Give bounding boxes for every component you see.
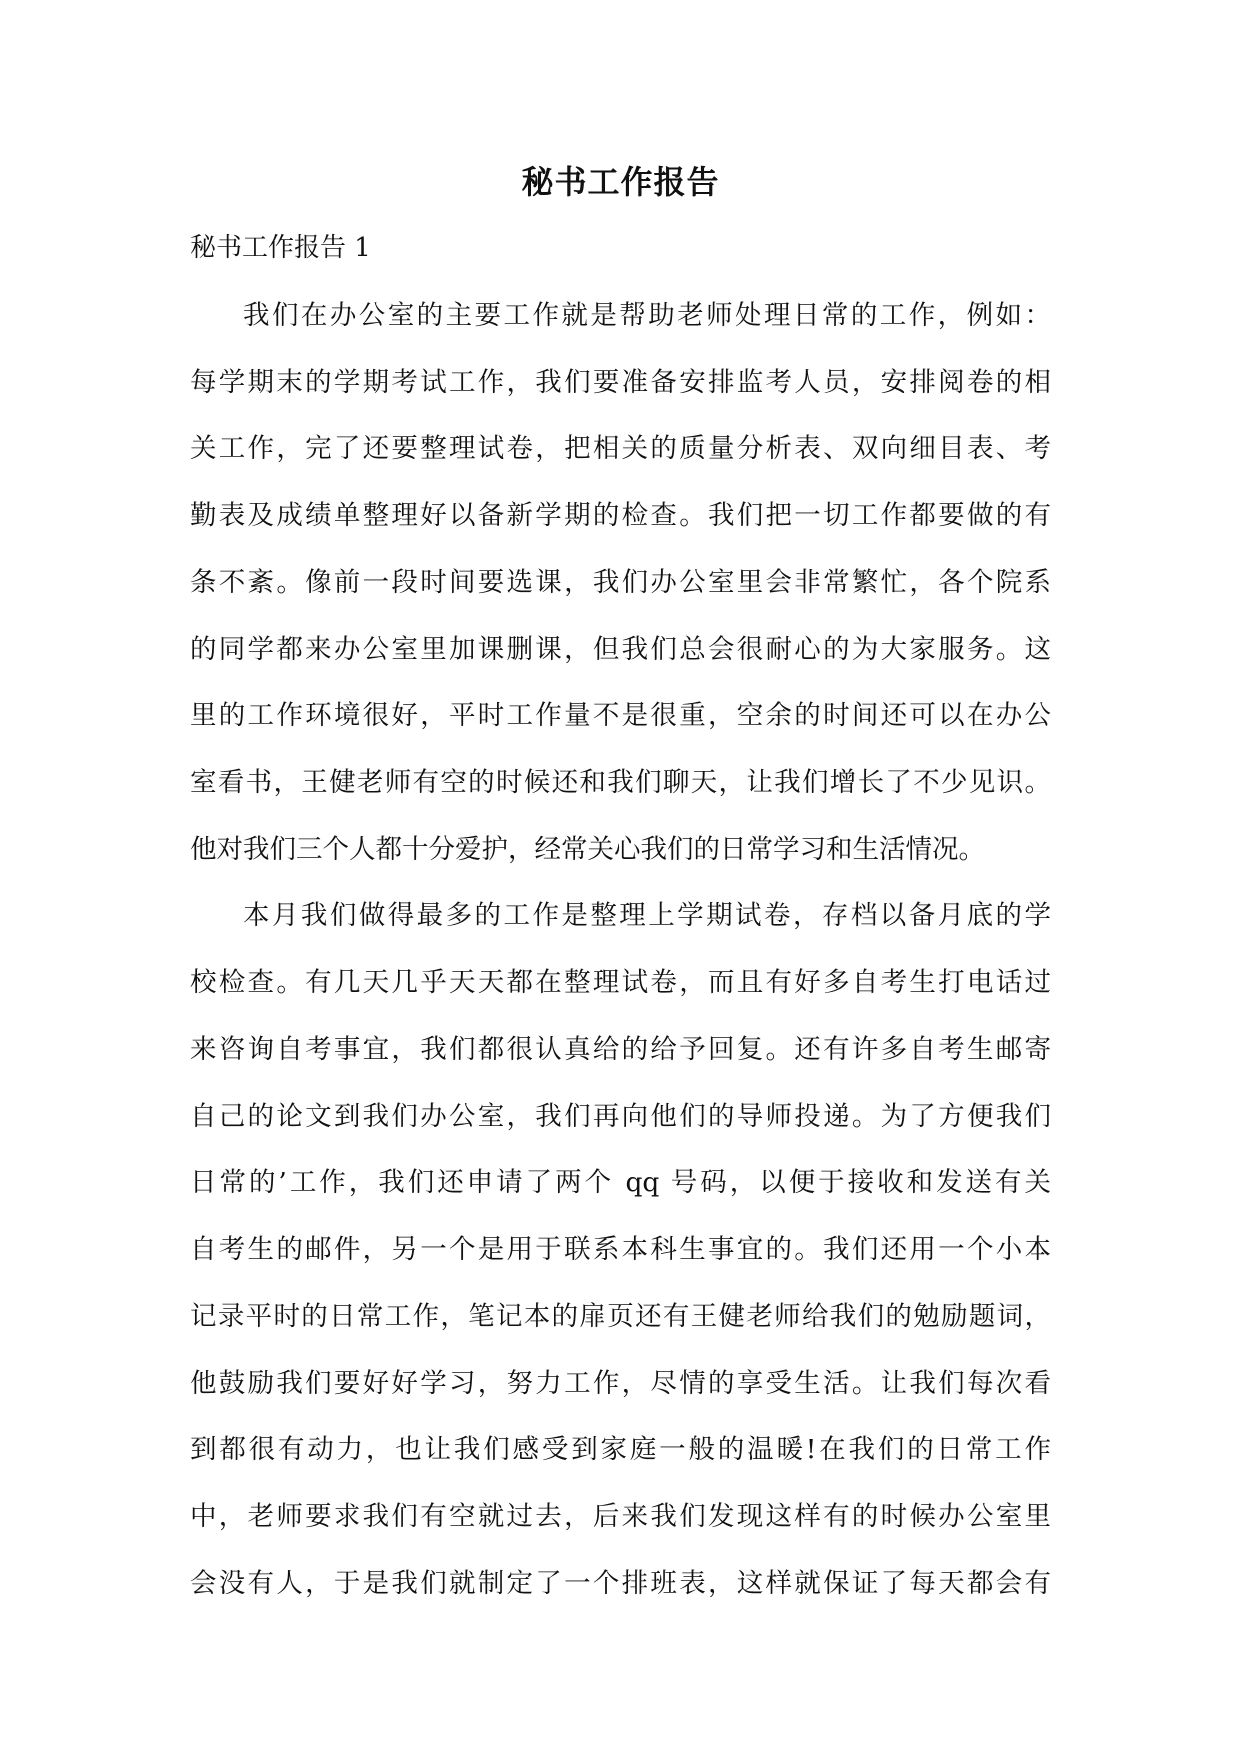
paragraph-1-line: 室看书，王健老师有空的时候还和我们聊天，让我们增长了不少见识。 bbox=[190, 767, 1051, 798]
paragraph-2-line: 校检查。有几天几乎天天都在整理试卷，而且有好多自考生打电话过 bbox=[190, 967, 1051, 998]
paragraph-1-line: 里的工作环境很好，平时工作量不是很重，空余的时间还可以在办公 bbox=[190, 700, 1051, 731]
paragraph-1-line: 每学期末的学期考试工作，我们要准备安排监考人员，安排阅卷的相 bbox=[190, 367, 1051, 398]
paragraph-2-line: 中，老师要求我们有空就过去，后来我们发现这样有的时候办公室里 bbox=[190, 1501, 1051, 1532]
paragraph-1-line: 勤表及成绩单整理好以备新学期的检查。我们把一切工作都要做的有 bbox=[190, 500, 1051, 531]
paragraph-2-line: 会没有人，于是我们就制定了一个排班表，这样就保证了每天都会有 bbox=[190, 1568, 1051, 1599]
paragraph-2-line: 日常的’工作，我们还申请了两个 qq 号码，以便于接收和发送有关 bbox=[190, 1167, 1051, 1198]
paragraph-1-line: 条不紊。像前一段时间要选课，我们办公室里会非常繁忙，各个院系 bbox=[190, 567, 1051, 598]
paragraph-1-line: 的同学都来办公室里加课删课，但我们总会很耐心的为大家服务。这 bbox=[190, 634, 1051, 665]
paragraph-1-line: 他对我们三个人都十分爱护，经常关心我们的日常学习和生活情况。 bbox=[190, 834, 985, 865]
paragraph-2-line: 记录平时的日常工作，笔记本的扉页还有王健老师给我们的勉励题词， bbox=[190, 1301, 1051, 1332]
paragraph-2-line: 本月我们做得最多的工作是整理上学期试卷，存档以备月底的学 bbox=[243, 900, 1051, 931]
paragraph-2-line: 来咨询自考事宜，我们都很认真给的给予回复。还有许多自考生邮寄 bbox=[190, 1034, 1051, 1065]
document-title: 秘书工作报告 bbox=[521, 163, 720, 201]
paragraph-2-line: 自己的论文到我们办公室，我们再向他们的导师投递。为了方便我们 bbox=[190, 1101, 1051, 1132]
paragraph-2-line: 自考生的邮件，另一个是用于联系本科生事宜的。我们还用一个小本 bbox=[190, 1234, 1051, 1265]
section-heading: 秘书工作报告 1 bbox=[190, 233, 371, 263]
paragraph-2-line: 他鼓励我们要好好学习，努力工作，尽情的享受生活。让我们每次看 bbox=[190, 1368, 1051, 1399]
paragraph-1-line: 关工作，完了还要整理试卷，把相关的质量分析表、双向细目表、考 bbox=[190, 433, 1051, 464]
paragraph-2-line: 到都很有动力，也让我们感受到家庭一般的温暖!在我们的日常工作 bbox=[190, 1434, 1051, 1465]
paragraph-1-line: 我们在办公室的主要工作就是帮助老师处理日常的工作，例如： bbox=[243, 300, 1051, 331]
